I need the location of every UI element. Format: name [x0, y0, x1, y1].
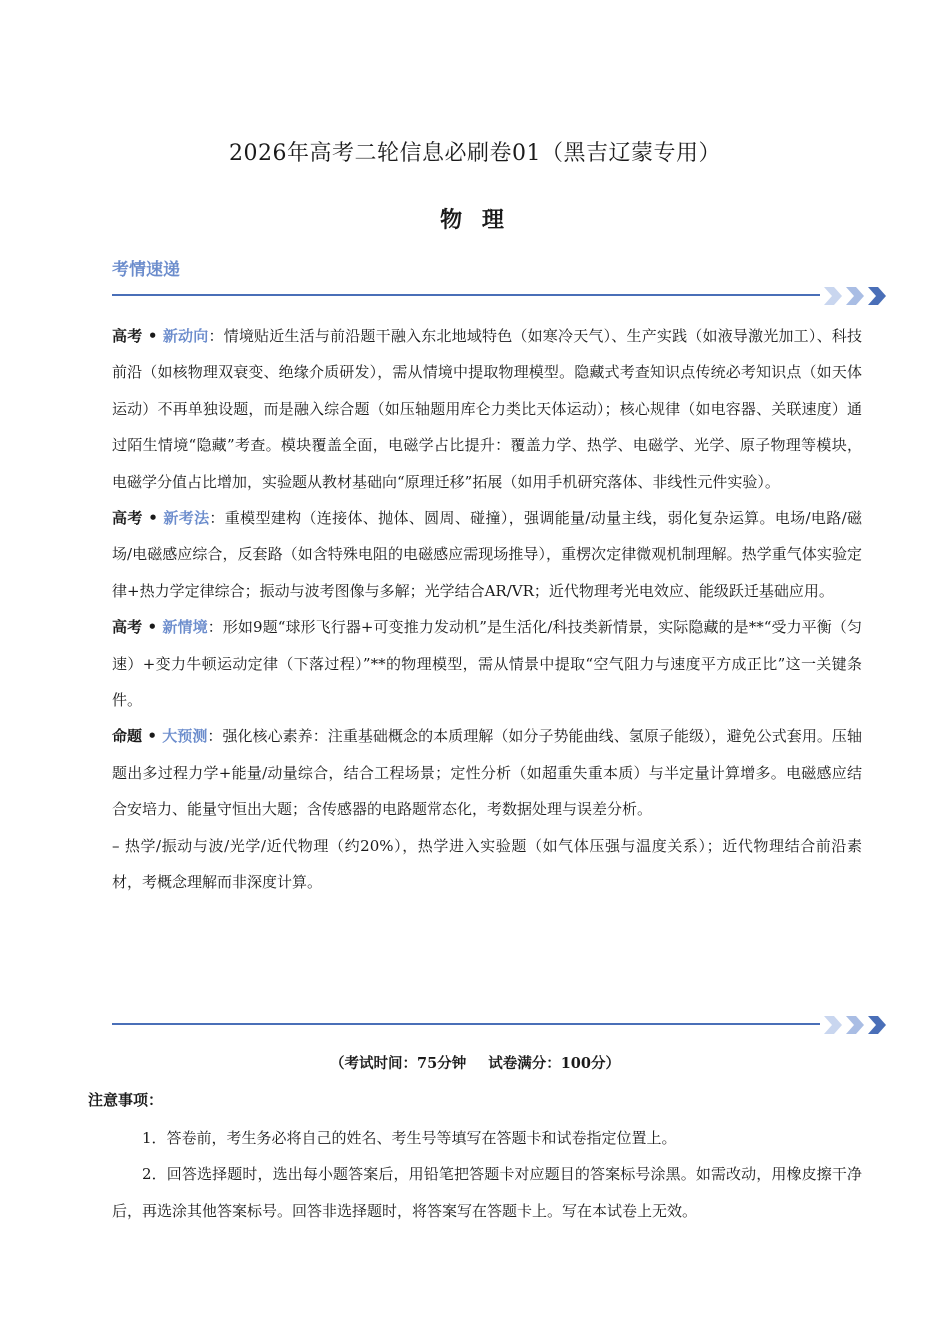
para-keyword: 新情境	[162, 618, 208, 637]
exam-info	[0, 1052, 950, 1073]
section-divider-bottom	[112, 1011, 892, 1037]
notice-item: 2．回答选择题时，选出每小题答案后，用铅笔把答题卡对应题目的答案标号涂黑。如需改动，用橡皮擦干净后，再选涂其他答案标号。回答非选择题时，将答案写在答题卡上。写在本试卷上无效。	[112, 1165, 862, 1220]
chevron-arrows-icon	[820, 284, 892, 308]
para-prefix: 高考 •	[112, 509, 164, 528]
page-title: 2026年高考二轮信息必刷卷01（黑吉辽蒙专用）	[229, 141, 721, 166]
para-keyword: 大预测	[162, 727, 208, 746]
notice-title: 注意事项：	[88, 1091, 164, 1109]
section-divider-top	[112, 282, 892, 308]
subject-title: 物 理	[440, 207, 510, 233]
para-text: ：情境贴近生活与前沿题干融入东北地域特色（如寒冷天气）、生产实践（如液导激光加工）、科技前沿（如核物理双衰变、绝缘介质研发），需从情境中提取物理模型。隐藏式考查知识点传统必考知识点（如天体运动）不再单独设题，而是融入综合题（如压轴题用库仑力类比天体运动）；核心规律（如电容器、关联速度）通过陌生情境“隐藏”考查。模块覆盖全面，电磁学占比提升：覆盖力学、热学、电磁学、光学、原子物理等模块，电磁学分值占比增加，实验题从教材基础向“原理迁移”拓展（如用手机研究落体、非线性元件实验）。	[112, 327, 862, 491]
para-prefix: 命题 •	[112, 727, 163, 746]
section-title: 考情速递	[112, 260, 180, 280]
exam-score: 试卷满分：100分）	[488, 1055, 620, 1072]
chevron-arrows-icon	[820, 1013, 892, 1037]
overview-paragraph-context	[112, 609, 862, 718]
divider-line	[112, 1023, 820, 1025]
overview-paragraph-trend	[112, 318, 862, 500]
divider-line	[112, 294, 820, 296]
para-text: ：形如9题“球形飞行器+可变推力发动机”是生活化/科技类新情景，实际隐藏的是**“受力平衡（匀速）+变力牛顿运动定律（下落过程）”**的物理模型，需从情景中提取“空气阻力与速度平方成正比”这一关键条件。	[112, 618, 862, 710]
overview-paragraph-modules	[112, 828, 862, 901]
exam-overview-content	[112, 318, 862, 901]
exam-time: （考试时间：75分钟	[330, 1055, 467, 1072]
para-text: ：强化核心素养：注重基础概念的本质理解（如分子势能曲线、氢原子能级），避免公式套用。压轴题出多过程力学+能量/动量综合，结合工程场景；定性分析（如超重失重本质）与半定量计算增多。电磁感应结合安培力、能量守恒出大题；含传感器的电路题常态化，考数据处理与误差分析。	[112, 727, 862, 819]
para-prefix: 高考 •	[112, 327, 163, 345]
para-text: ：重模型建构（连接体、抛体、圆周、碰撞），强调能量/动量主线，弱化复杂运算。电场/电路/磁场/电磁感应综合，反套路（如含特殊电阻的电磁感应需现场推导），重楞次定律微观机制理解。热学重气体实验定律+热力学定律综合；振动与波考图像与多解；光学结合AR/VR；近代物理考光电效应、能级跃迁基础应用。	[112, 509, 862, 600]
notice-list	[112, 1120, 862, 1229]
notice-item: 1．答卷前，考生务必将自己的姓名、考生号等填写在答题卡和试卷指定位置上。	[142, 1129, 677, 1147]
para-prefix: 高考 •	[112, 618, 163, 637]
para-keyword: 新动向	[162, 327, 209, 345]
para-keyword: 新考法	[163, 509, 210, 528]
para-text: – 热学/振动与波/光学/近代物理（约20%），热学进入实验题（如气体压强与温度关系）；近代物理结合前沿素材，考概念理解而非深度计算。	[112, 836, 862, 892]
overview-paragraph-method	[112, 500, 862, 609]
overview-paragraph-prediction	[112, 718, 862, 827]
